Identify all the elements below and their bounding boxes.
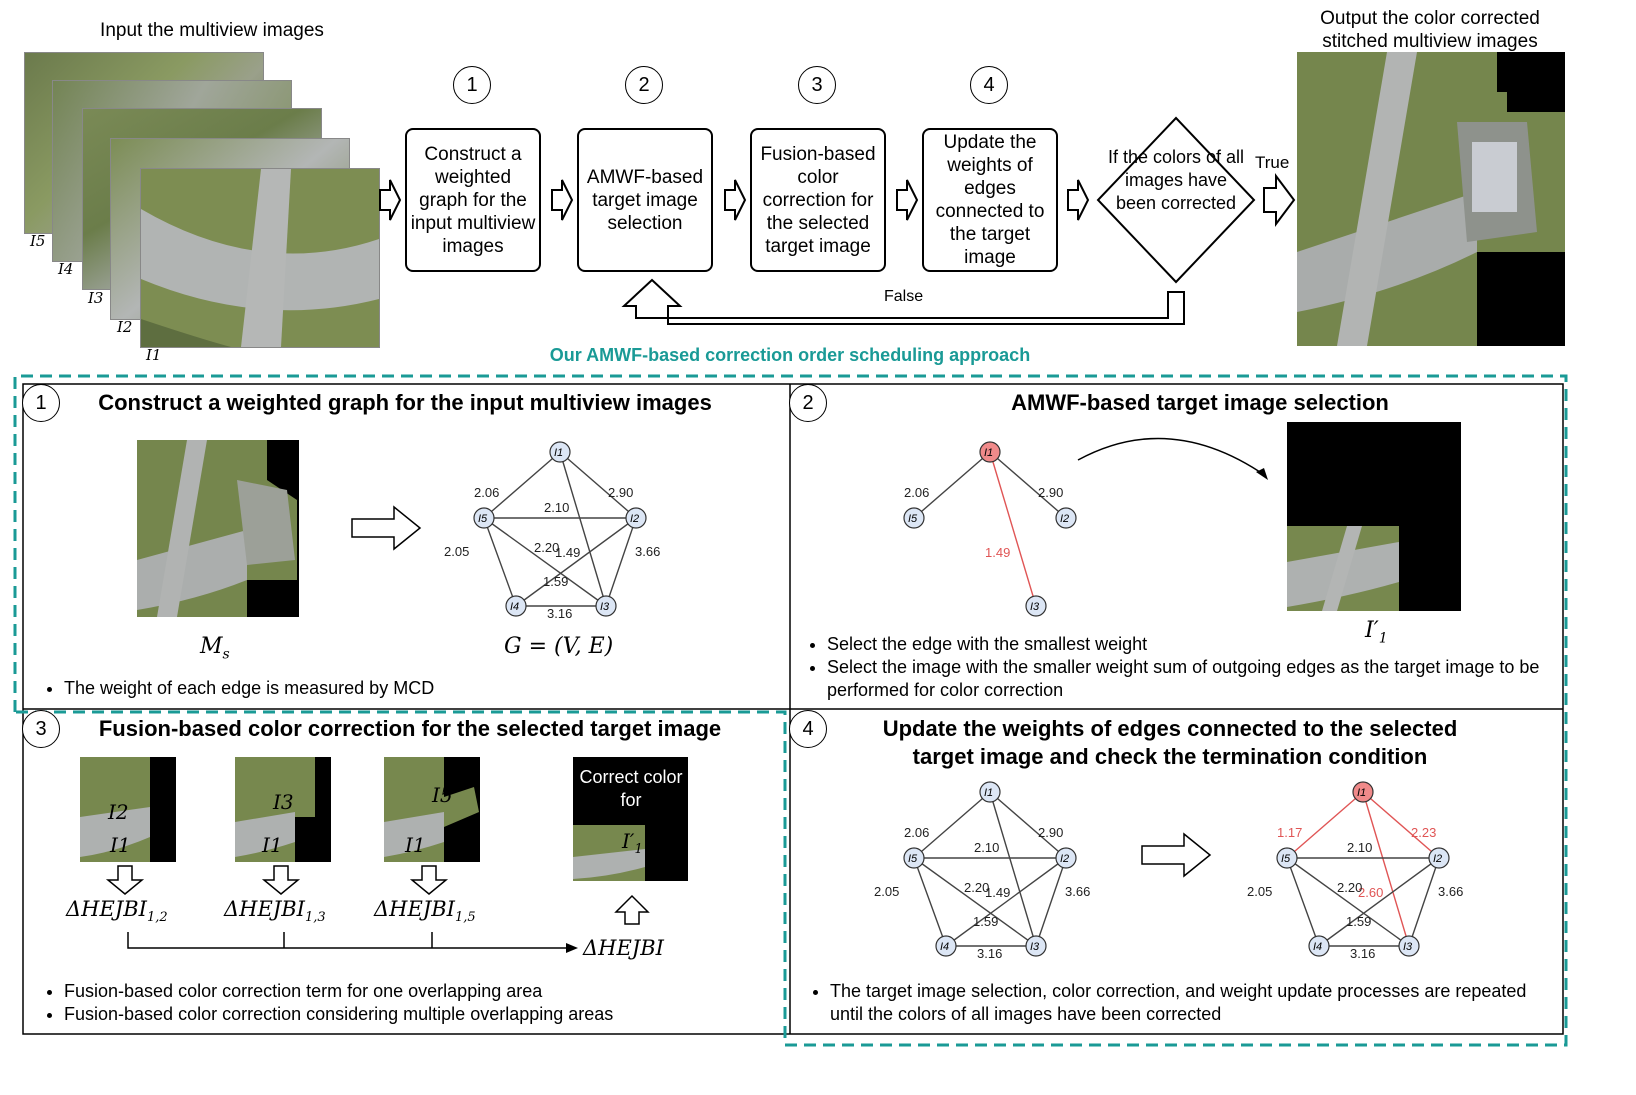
graph-edge-weight: 1.49 [985, 885, 1011, 900]
panel-2-title: AMWF-based target image selection [1011, 390, 1389, 415]
curved-arrow [1070, 420, 1280, 490]
graph-edge-weight: 2.90 [608, 485, 634, 500]
step-4-box: Update the weights of edges connected to the target image [922, 128, 1058, 272]
image-label-i5: I5 [30, 232, 46, 250]
graph-edge-weight: 1.17 [1277, 825, 1303, 840]
graph-edge-i4-i2 [1319, 858, 1439, 946]
graph-edge-weight: 2.10 [974, 840, 1000, 855]
output-label-line1: Output the color corrected [1320, 8, 1540, 29]
false-label: False [884, 288, 924, 305]
graph-node-label: I4 [940, 941, 950, 953]
panel-1-title: Construct a weighted graph for the input multiview images [98, 390, 712, 415]
step-2-box: AMWF-based target image selection [577, 128, 713, 272]
graph-edge-weight: 2.23 [1411, 825, 1437, 840]
input-label: Input the multiview images [100, 20, 324, 41]
step-1-number: 1 [453, 66, 491, 104]
graph-edge-weight: 3.66 [1065, 884, 1091, 899]
term-1-2: $\Delta HEJBI_{1,2}$ [66, 897, 168, 926]
graph-edge-i2-i3 [606, 518, 636, 606]
graph-edge-i5-i4 [1287, 858, 1319, 946]
before-update-graph [870, 772, 1110, 972]
panel-4-arrow [1140, 832, 1214, 878]
graph-node-label: I1 [984, 787, 994, 799]
graph-edge-i5-i4 [914, 858, 946, 946]
graph-node-label: I3 [600, 601, 610, 613]
graph-edge-weight: 2.20 [964, 880, 990, 895]
image-label-i2: I2 [117, 318, 133, 336]
graph-edge-weight: 2.10 [544, 500, 570, 515]
graph-edge-weight: 3.16 [547, 606, 573, 621]
graph-edge-weight: 2.06 [474, 485, 500, 500]
graph-edge-weight: 1.49 [555, 545, 581, 560]
bullet: • The weight of each edge is measured by MCD [64, 677, 764, 700]
output-label-line2: stitched multiview images [1322, 31, 1538, 52]
graph-edge-weight: 3.16 [1350, 946, 1376, 961]
target-image-result [1287, 422, 1461, 611]
mosaic-label: $M_s$ [200, 634, 230, 663]
graph-node-label: I4 [1313, 941, 1323, 953]
graph-node-label: I3 [1403, 941, 1413, 953]
graph-edge-i5-i3 [1287, 858, 1409, 946]
graph-node-label: I2 [1060, 513, 1070, 525]
panel-2-number: 2 [789, 384, 827, 422]
graph-edge-weight: 1.59 [543, 574, 569, 589]
step-1-box: Construct a weighted graph for the input multiview images [405, 128, 541, 272]
approach-title: Our AMWF-based correction order scheduling approach [549, 345, 1031, 365]
final-term: ΔHEJBI [583, 936, 664, 960]
image-label-i4: I4 [58, 260, 74, 278]
bullet: • Select the edge with the smallest weight [827, 633, 1567, 656]
graph-edge-weight: 2.05 [1247, 884, 1273, 899]
graph-edge-i5-i4 [484, 518, 516, 606]
graph-edge-weight: 2.20 [534, 540, 560, 555]
graph-node-label: I5 [1281, 853, 1291, 865]
image-label-i3: I3 [88, 289, 104, 307]
correct-target-label: $I'_1$ [622, 829, 643, 857]
graph-node-label: I2 [1433, 853, 1443, 865]
graph-edge-weight: 2.10 [1347, 840, 1373, 855]
graph-edge-weight: 1.59 [1346, 914, 1372, 929]
graph-node-label: I5 [478, 513, 488, 525]
panel-4-number: 4 [789, 710, 827, 748]
graph-node-label: I1 [984, 447, 994, 459]
panel-4-title-line1: Update the weights of edges connected to the selected [882, 716, 1458, 741]
graph-edge-i4-i2 [946, 858, 1066, 946]
graph-edge-weight: 2.60 [1358, 885, 1384, 900]
graph-edge-i5-i3 [484, 518, 606, 606]
step-3-number: 3 [798, 66, 836, 104]
step-2-number: 2 [625, 66, 663, 104]
weighted-graph [440, 432, 680, 632]
graph-edge-weight: 3.66 [1438, 884, 1464, 899]
graph-node-label: I5 [908, 853, 918, 865]
graph-node-label: I2 [1060, 853, 1070, 865]
step-3-box: Fusion-based color correction for the selected target image [750, 128, 886, 272]
graph-node-label: I3 [1030, 601, 1040, 613]
panel-3-bullets [42, 980, 784, 1026]
panel-1-number: 1 [22, 384, 60, 422]
graph-node-label: I1 [1357, 787, 1367, 799]
graph-edge-weight: 2.06 [904, 825, 930, 840]
bullet: • Fusion-based color correction considering multiple overlapping areas [64, 1003, 784, 1026]
panel-4-title-line2: target image and check the termination condition [912, 744, 1428, 769]
graph-edge-i2-i3 [1036, 858, 1066, 946]
graph-edge-i5-i3 [914, 858, 1036, 946]
graph-node-label: I5 [908, 513, 918, 525]
image-label-i1: I1 [146, 346, 162, 364]
graph-edge-weight: 2.90 [1038, 825, 1064, 840]
correct-color-text: Correct color for [579, 767, 683, 810]
graph-label: G = (V, E) [504, 634, 614, 659]
graph-edge-weight: 1.59 [973, 914, 999, 929]
graph-edge-weight: 2.05 [874, 884, 900, 899]
bullet: • The target image selection, color correction, and weight update processes are repeated until the colors of all images have been corrected [830, 980, 1550, 1026]
graph-edge-i2-i3 [1409, 858, 1439, 946]
panel-4-bullets [808, 980, 1550, 1026]
bullet: • Fusion-based color correction term for one overlapping area [64, 980, 784, 1003]
graph-edge-i4-i2 [516, 518, 636, 606]
decision-text: If the colors of all images have been corrected [1107, 147, 1245, 213]
graph-edge-weight: 3.16 [977, 946, 1003, 961]
graph-node-label: I4 [510, 601, 520, 613]
panel-3-number: 3 [22, 710, 60, 748]
panel-1-bullets [42, 677, 764, 700]
graph-edge-weight: 3.66 [635, 544, 661, 559]
panel-1-arrow [350, 505, 424, 551]
graph-edge-weight: 1.49 [985, 545, 1011, 560]
graph-node-label: I2 [630, 513, 640, 525]
target-image-label: $I'_1$ [1365, 618, 1388, 647]
after-update-graph [1243, 772, 1483, 972]
term-1-3: $\Delta HEJBI_{1,3}$ [224, 897, 326, 926]
mosaic-image [137, 440, 299, 617]
graph-node-label: I3 [1030, 941, 1040, 953]
panel-3-title: Fusion-based color correction for the selected target image [98, 716, 722, 741]
graph-edge-i1-i3 [990, 452, 1036, 606]
graph-node-label: I1 [554, 447, 564, 459]
bullet: • Select the image with the smaller weight sum of outgoing edges as the target image to be performed for color correction [827, 656, 1567, 702]
term-1-5: $\Delta HEJBI_{1,5}$ [374, 897, 476, 926]
graph-edge-weight: 2.90 [1038, 485, 1064, 500]
graph-edge-weight: 2.06 [904, 485, 930, 500]
graph-edge-weight: 2.20 [1337, 880, 1363, 895]
panel-2-bullets [805, 633, 1567, 702]
step-4-number: 4 [970, 66, 1008, 104]
graph-edge-weight: 2.05 [444, 544, 470, 559]
true-label: True [1255, 153, 1290, 172]
